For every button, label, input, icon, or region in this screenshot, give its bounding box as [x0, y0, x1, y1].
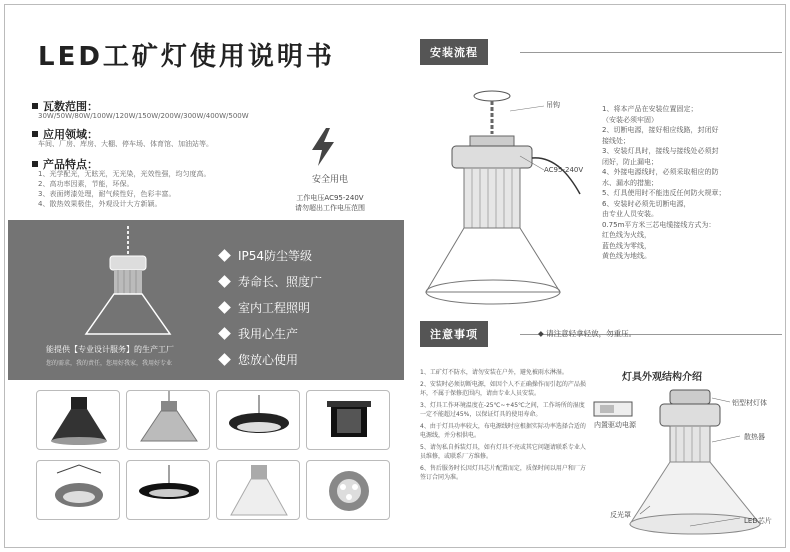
- safety-label: 安全用电: [311, 175, 348, 185]
- product-thumbnail: [36, 460, 120, 520]
- feature-2: 2、高功率因素，节能，环保。: [38, 180, 134, 188]
- install-section-header: [420, 40, 782, 64]
- feature-banner: [8, 220, 404, 380]
- banner-item-text: IP54防尘等级: [238, 248, 313, 263]
- left-page: [8, 8, 404, 544]
- product-thumbnail: [126, 460, 210, 520]
- diamond-bullet-icon: [218, 353, 231, 366]
- banner-item-text: 您放心使用: [238, 352, 299, 367]
- install-step: 4、外接电源线时，必须采取相应的防: [602, 168, 719, 176]
- install-step: 闭好，防止漏电；: [602, 157, 658, 166]
- banner-item: [220, 242, 322, 268]
- banner-feature-list: [220, 242, 322, 372]
- diamond-bullet-icon: [218, 327, 231, 340]
- voltage-label: AC95-240V: [544, 166, 584, 174]
- safety-voltage: 工作电压AC95-240V: [296, 194, 364, 202]
- install-step: 水、漏水的措施；: [602, 178, 658, 187]
- banner-item-text: 我用心生产: [238, 326, 299, 341]
- driver-label: 内置驱动电源: [594, 421, 636, 429]
- banner-item-text: 寿命长、照度广: [238, 274, 323, 289]
- install-step: 蓝色线为零线，: [602, 241, 651, 250]
- body-label: 铝型材灯体: [732, 399, 767, 407]
- banner-item-text: 室内工程照明: [238, 300, 311, 315]
- page-title: LED工矿灯使用说明书: [38, 42, 335, 72]
- diamond-bullet-icon: [218, 301, 231, 314]
- caution-item: 2、安装时必须切断电源，如因个人不正确操作而引起的产品损坏，不属于保修范围内，请由专业人员安装。: [420, 381, 586, 397]
- safety-warning: 请勿超出工作电压范围: [295, 204, 365, 212]
- feature-3: 3、表面烤漆处理，耐气候性好，色彩丰富。: [38, 190, 176, 198]
- product-thumbnail: [216, 390, 300, 450]
- application-heading: 应用领域：: [32, 126, 98, 142]
- install-steps: [602, 104, 782, 262]
- power-values: 30W/50W/80W/100W/120W/150W/200W/300W/400W/500W: [38, 112, 249, 120]
- install-step: 黄色线为地线。: [602, 252, 651, 260]
- install-step: 1、将本产品在安装位置固定；: [602, 105, 698, 113]
- install-step: 0.75m平方米三芯电缆接线方式为：: [602, 220, 716, 229]
- product-thumbnail: [306, 460, 390, 520]
- chip-label: LED芯片: [744, 517, 772, 525]
- feature-4: 4、散热效果极佳，外观设计大方新颖。: [38, 200, 162, 208]
- install-step: 5、灯具使用时不能违反任何防火规章；: [602, 189, 726, 197]
- install-step: 由专业人员安装。: [602, 210, 658, 218]
- reflector-label: 反光罩: [610, 511, 631, 519]
- product-thumbnail: [126, 390, 210, 450]
- banner-item: [220, 346, 322, 372]
- divider: [520, 52, 782, 53]
- highbay-lamp-image: [78, 226, 178, 346]
- caution-tip-text: 请注意轻拿轻放，勿重压。: [546, 329, 637, 338]
- install-step: （安装必须牢固）: [602, 115, 658, 124]
- caution-list: [420, 368, 590, 482]
- diamond-bullet-icon: [218, 275, 231, 288]
- caution-item: 6、售后服务时长因灯具芯片配置而定，质保时间以用户和厂方签订合同为准。: [420, 465, 586, 481]
- lightning-icon: [310, 128, 336, 166]
- product-thumbnail: [216, 460, 300, 520]
- heatsink-label: 散热器: [744, 433, 765, 441]
- product-thumbnail: [36, 390, 120, 450]
- install-step: 6、安装时必须先切断电源，: [602, 199, 691, 208]
- safety-block: [270, 172, 390, 213]
- install-step: 3、安装灯具时，接线与接线处必须封: [602, 147, 719, 155]
- feature-1: 1、光学配光，无眩光，无光染，光效性强，均匀度高。: [38, 170, 211, 178]
- diamond-bullet-icon: [218, 249, 231, 262]
- install-step: 红色线为火线，: [602, 231, 651, 239]
- installation-diagram: [420, 86, 590, 310]
- caution-item: 3、灯具工作环境温度在-25℃~+45℃之间，工作场所的湿度一定不能超过45%，以保证灯具的使用寿命。: [420, 402, 585, 418]
- application-values: 车间、厂房、库房、大棚、停车场、体育馆、加油站等。: [38, 140, 213, 148]
- banner-subnote: 您的需求，我的责任，您用好我家，我用好专业: [46, 360, 173, 367]
- power-heading: 瓦数范围：: [32, 98, 98, 114]
- caution-item: 1、工矿灯不防水，请勿安装在户外，避免被雨水淋湿。: [420, 369, 568, 376]
- banner-note: 能提供【专业设计服务】的生产工厂: [46, 345, 174, 354]
- right-page: [410, 8, 782, 544]
- banner-item: [220, 320, 322, 346]
- caution-item: 5、请勿私自拆装灯具，如有灯具不亮或其它问题请联系专业人员维修，或联系厂方维修。: [420, 444, 586, 460]
- install-step: 2、切断电源，接好相应线路，封闭好: [602, 126, 719, 134]
- install-heading: 安装流程: [420, 39, 488, 65]
- caution-tip: ◆ 请注意轻拿轻放，勿重压。: [538, 329, 637, 338]
- caution-item: 4、由于灯具功率较大，布电源线时应根据实际功率选择合适的电源线，并分相供电。: [420, 423, 586, 439]
- caution-heading: 注意事项: [420, 321, 488, 347]
- product-thumbnail: [306, 390, 390, 450]
- install-step: 接线处；: [602, 136, 630, 145]
- banner-item: [220, 268, 322, 294]
- features-heading: 产品特点：: [32, 156, 98, 172]
- hook-label: 吊钩: [546, 101, 560, 109]
- banner-item: [220, 294, 322, 320]
- structure-title: 灯具外观结构介绍: [622, 372, 702, 383]
